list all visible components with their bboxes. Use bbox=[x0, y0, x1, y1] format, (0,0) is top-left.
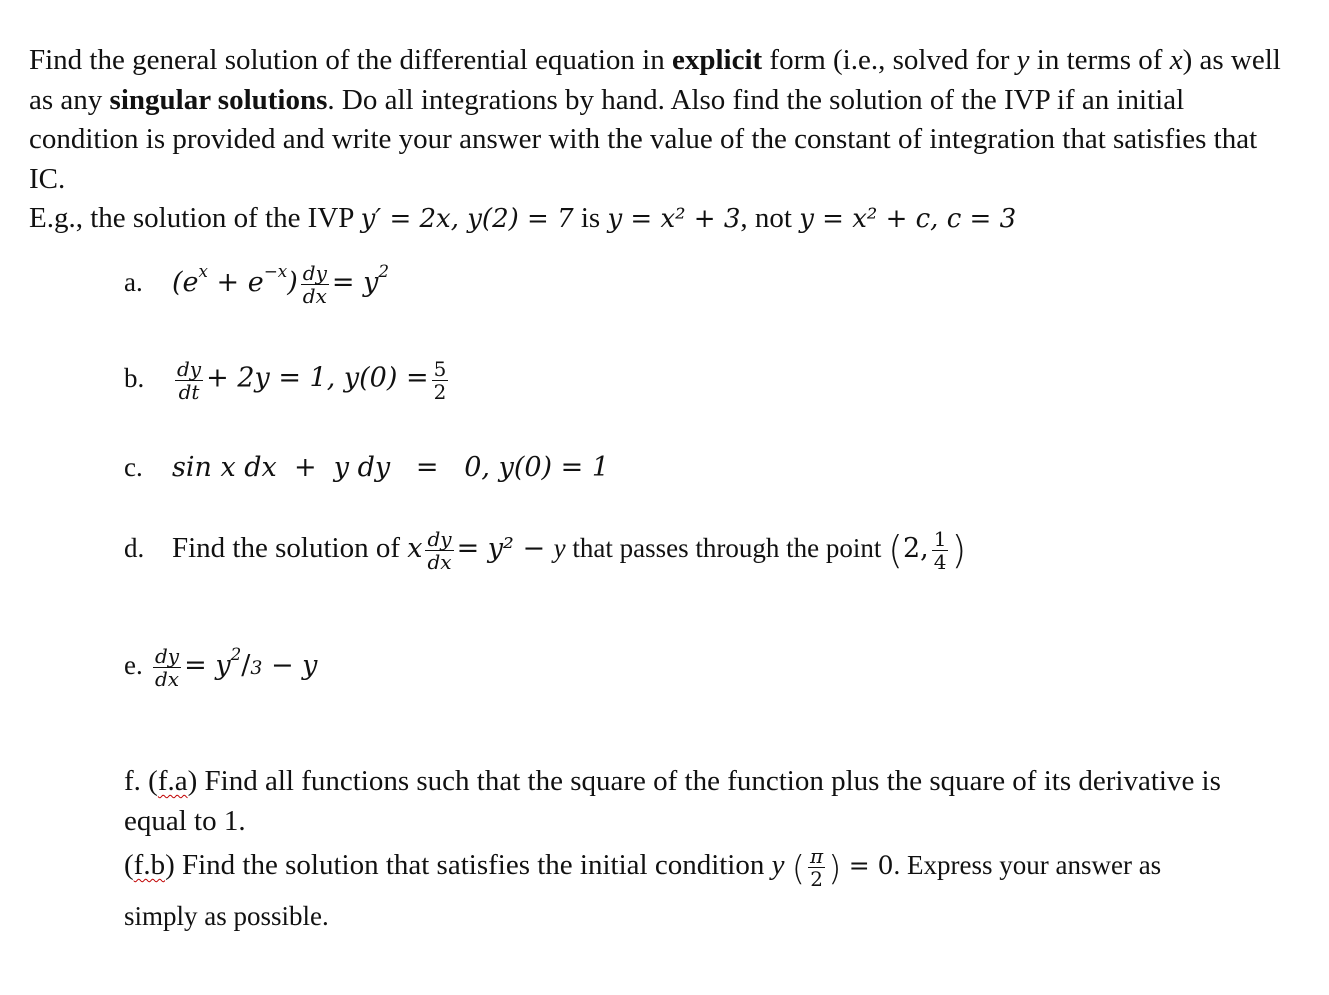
item-f-b-text: ) Find the solution that satisfies the initial condition bbox=[165, 849, 772, 882]
item-d-point: 2, bbox=[902, 533, 929, 564]
item-a-label: a. bbox=[124, 266, 143, 297]
item-e bbox=[124, 645, 317, 690]
example-general: y = x² + c, c = 3 bbox=[799, 204, 1017, 234]
item-f-b bbox=[124, 845, 1284, 890]
item-d bbox=[124, 528, 966, 573]
intro-text-4: ) as well as any bbox=[29, 44, 1281, 116]
item-a-lhs: $(e^x + e^{-x})$ bbox=[172, 260, 298, 298]
item-b-label: b. bbox=[124, 362, 145, 393]
intro-text-5: . Do all integrations by hand. Also find the solution of the IVP if an initial condition is provided and write your answer with the value of the constant of integration that satisfies that IC. bbox=[29, 83, 1258, 195]
item-d-var-y: y bbox=[553, 533, 566, 563]
item-d-fraction: $\frac{dy}{dx}$ bbox=[427, 527, 452, 575]
item-b-value-fraction: $\frac{5}{2}$ bbox=[433, 357, 447, 404]
item-e-label: e. bbox=[124, 649, 143, 680]
item-f-b-prefix: ( bbox=[124, 849, 134, 882]
item-f-b-label: f.b bbox=[133, 849, 166, 882]
item-c-label: c. bbox=[124, 452, 143, 482]
item-f-b-fraction: $\frac{\pi}{2}$ bbox=[810, 844, 824, 891]
example-is: is bbox=[573, 202, 608, 234]
item-f-b-var-y: y bbox=[771, 849, 785, 882]
item-b-fraction: $\frac{dy}{dt}$ bbox=[177, 357, 202, 404]
item-f bbox=[124, 761, 1284, 841]
item-f-prefix: f. ( bbox=[124, 765, 158, 797]
example-solution: y = x² + 3 bbox=[607, 204, 741, 234]
item-e-fraction: $\frac{dy}{dx}$ bbox=[155, 644, 180, 691]
item-f-a-label: f.a bbox=[157, 765, 188, 797]
intro-bold-singular: singular solutions bbox=[109, 83, 328, 116]
example-ivp: y′ = 2x, y(2) = 7 bbox=[360, 204, 574, 234]
intro-text-1: Find the general solution of the differential equation in bbox=[29, 44, 672, 76]
right-paren: ) bbox=[828, 849, 842, 890]
item-e-rhs: = $y^2/3 - y$ bbox=[184, 643, 318, 681]
left-paren: ( bbox=[888, 528, 903, 572]
item-c bbox=[124, 452, 609, 483]
item-f-b-equals: = 0 bbox=[848, 851, 894, 881]
item-d-text-2: that passes through the point bbox=[565, 533, 889, 563]
right-paren: ) bbox=[951, 528, 967, 572]
item-b bbox=[124, 358, 451, 403]
item-f-b-continued bbox=[124, 896, 1284, 936]
item-d-point-fraction: $\frac{1}{4}$ bbox=[933, 527, 947, 575]
item-d-rhs: = y² − bbox=[456, 533, 554, 564]
item-d-text-1: Find the solution of bbox=[172, 532, 408, 564]
left-paren: ( bbox=[791, 849, 806, 890]
instructions-paragraph bbox=[29, 41, 1299, 240]
item-a bbox=[124, 262, 389, 307]
example-prefix: E.g., the solution of the IVP bbox=[29, 202, 361, 234]
intro-text-3: in terms of bbox=[1029, 44, 1170, 76]
intro-var-x: x bbox=[1169, 44, 1183, 76]
intro-text-2: form (i.e., solved for bbox=[762, 44, 1017, 76]
item-f-a-text: ) Find all functions such that the square of the function plus the square of its derivative is equal to 1. bbox=[124, 765, 1221, 837]
item-d-var-x: x bbox=[407, 533, 423, 564]
item-c-equation: sin x dx + y dy = 0, y(0) = 1 bbox=[172, 452, 610, 483]
item-d-label: d. bbox=[124, 533, 145, 563]
item-b-equation: + 2y = 1, y(0) = bbox=[206, 362, 429, 394]
item-a-fraction: $\frac{dy}{dx}$ bbox=[302, 261, 327, 308]
item-a-rhs: = $y^2$ bbox=[331, 260, 389, 298]
intro-bold-explicit: explicit bbox=[671, 44, 763, 76]
item-f-b-text-2: simply as possible. bbox=[124, 901, 329, 931]
example-not: , not bbox=[740, 202, 800, 234]
intro-var-y: y bbox=[1016, 44, 1030, 76]
item-f-b-end: . Express your answer as bbox=[893, 850, 1162, 881]
